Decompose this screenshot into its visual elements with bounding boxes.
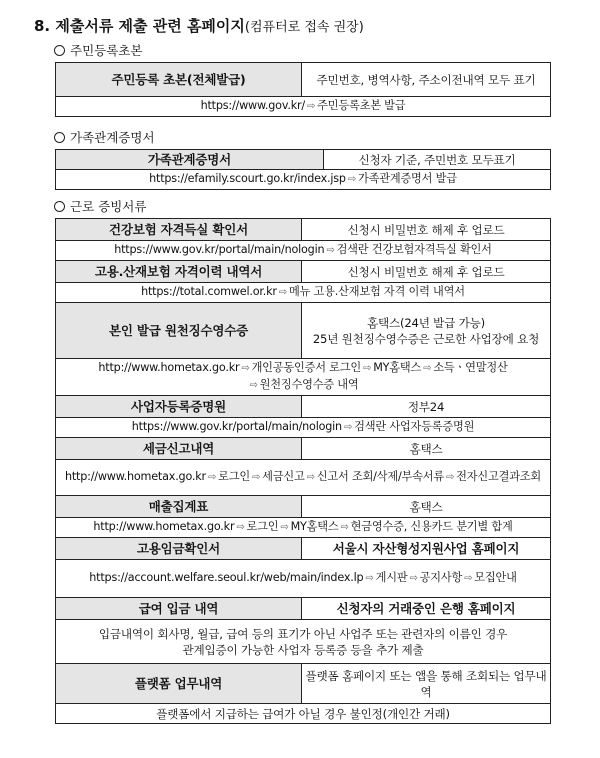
section-label: 주민등록초본 (70, 43, 143, 58)
table-row (56, 560, 551, 598)
arrow-right-icon: ⇨ (306, 101, 316, 112)
doc-header: 세금신고내역 (56, 438, 302, 460)
site-url-link[interactable]: https://total.comwel.or.kr (141, 285, 277, 298)
doc-note-line: 홈택스(24년 발급 가능) (367, 315, 485, 330)
table-row (56, 396, 551, 418)
site-url-link[interactable]: http://www.hometax.go.kr (93, 520, 235, 533)
doc-header: 가족관계증명서 (56, 150, 324, 170)
doc-header: 매출집계표 (56, 496, 302, 518)
family-relation-table (55, 149, 551, 190)
menu-path: 현금영수증, 신용카드 분기별 합계 (350, 520, 513, 533)
table-row (56, 219, 551, 241)
doc-header: 고용임금확인서 (56, 538, 302, 560)
doc-note: 정부24 (302, 396, 551, 418)
info-row (56, 620, 551, 664)
doc-note: 서울시 자산형성지원사업 홈페이지 (302, 538, 551, 560)
url-row (56, 170, 551, 190)
menu-path: 검색란 건강보험자격득실 확인서 (336, 243, 492, 256)
info-row: 플랫폼에서 지급하는 급여가 아닐 경우 불인정(개인간 거래) (56, 704, 551, 724)
doc-note: 홈택스 (302, 496, 551, 518)
arrow-right-icon: ⇨ (423, 363, 432, 374)
site-url-link[interactable]: http://www.hometax.go.kr (98, 361, 240, 374)
table-row (56, 664, 551, 704)
table-row (56, 598, 551, 620)
table-row (56, 261, 551, 283)
url-row (56, 518, 551, 538)
menu-path: 개인공동인증서 로그인 (251, 361, 362, 374)
resident-registration-table (55, 62, 551, 117)
doc-header: 건강보험 자격득실 확인서 (56, 219, 302, 241)
menu-path: 게시판 (375, 571, 408, 584)
section-resident-registration (54, 41, 142, 59)
page-title (34, 15, 364, 36)
menu-path: MY홈택스 (290, 520, 339, 533)
table-row (56, 460, 551, 496)
site-url-link[interactable]: https://www.gov.kr/ (200, 99, 305, 112)
doc-note (302, 303, 551, 359)
url-row (56, 460, 551, 496)
arrow-right-icon: ⇨ (326, 245, 335, 256)
url-row (56, 359, 551, 396)
url-row (56, 241, 551, 261)
doc-note-line: 25년 원천징수영수증은 근로한 사업장에 요청 (312, 331, 540, 346)
section-label: 가족관계증명서 (70, 130, 155, 145)
section-employment-proof (54, 197, 146, 215)
menu-path: 모집안내 (474, 571, 517, 584)
arrow-right-icon: ⇨ (306, 472, 315, 483)
arrow-right-icon: ⇨ (363, 363, 372, 374)
table-row (56, 170, 551, 190)
site-url-link[interactable]: https://www.gov.kr/portal/main/nologin (131, 420, 342, 433)
menu-path: 로그인 (246, 520, 279, 533)
menu-path: 검색란 사업자등록증명원 (354, 420, 475, 433)
table-row (56, 518, 551, 538)
doc-note: 신청시 비밀번호 해제 후 업로드 (302, 261, 551, 283)
info-text-line: 관계입증이 가능한 사업자 등록증 등을 추가 제출 (182, 642, 424, 657)
table-row (56, 303, 551, 359)
arrow-right-icon: ⇨ (340, 522, 349, 533)
arrow-right-icon: ⇨ (365, 573, 374, 584)
arrow-right-icon: ⇨ (445, 472, 455, 483)
section-label: 근로 증빙서류 (70, 199, 147, 214)
doc-header: 플랫폼 업무내역 (56, 664, 302, 704)
table-row (56, 438, 551, 460)
menu-path: 신고서 조회/삭제/부속서류 (316, 470, 444, 483)
menu-path: 메뉴 고용.산재보험 자격 이력 내역서 (288, 285, 465, 298)
table-row (56, 496, 551, 518)
menu-path: MY홈택스 (373, 361, 422, 374)
table-row (56, 359, 551, 396)
doc-note: 신청자 기준, 주민번호 모두표기 (324, 150, 551, 170)
doc-note: 주민번호, 병역사항, 주소이전내역 모두 표기 (302, 63, 551, 97)
url-row (56, 418, 551, 438)
menu-path: 원천징수영수증 내역 (259, 378, 359, 391)
doc-note: 신청자의 거래중인 은행 홈페이지 (302, 598, 551, 620)
site-url-link[interactable]: https://account.welfare.seoul.kr/web/main/index.lp (89, 571, 364, 584)
arrow-right-icon: ⇨ (409, 573, 418, 584)
circle-bullet-icon (54, 45, 65, 56)
table-row (56, 418, 551, 438)
menu-path: 가족관계증명서 발급 (358, 172, 457, 185)
doc-note: 홈택스 (302, 438, 551, 460)
arrow-right-icon: ⇨ (343, 422, 353, 433)
page-title-sub: (컴퓨터로 접속 권장) (244, 20, 364, 35)
page-title-main: 8. 제출서류 제출 관련 홈페이지 (34, 17, 245, 35)
arrow-right-icon: ⇨ (236, 522, 245, 533)
doc-header: 본인 발급 원천징수영수증 (56, 303, 302, 359)
circle-bullet-icon (54, 201, 65, 212)
table-row (56, 150, 551, 170)
arrow-right-icon: ⇨ (251, 472, 261, 483)
arrow-right-icon: ⇨ (249, 380, 258, 391)
url-row (56, 97, 551, 117)
doc-header: 주민등록 초본(전체발급) (56, 63, 302, 97)
table-row (56, 241, 551, 261)
table-row (56, 97, 551, 117)
table-row (56, 704, 551, 724)
site-url-link[interactable]: http://www.hometax.go.kr (64, 470, 206, 483)
menu-path: 소득ㆍ연말정산 (433, 361, 508, 374)
doc-note: 신청시 비밀번호 해제 후 업로드 (302, 219, 551, 241)
menu-path: 공지사항 (419, 571, 463, 584)
table-row (56, 283, 551, 303)
site-url-link[interactable]: https://www.gov.kr/portal/main/nologin (114, 243, 325, 256)
url-row (56, 560, 551, 598)
circle-bullet-icon (54, 132, 65, 143)
menu-path: 주민등록초본 발급 (317, 99, 406, 112)
doc-header: 사업자등록증명원 (56, 396, 302, 418)
arrow-right-icon: ⇨ (207, 472, 217, 483)
doc-note: 플랫폼 홈페이지 또는 앱을 통해 조회되는 업무내역 (302, 664, 551, 704)
table-row (56, 63, 551, 97)
arrow-right-icon: ⇨ (278, 287, 287, 298)
site-url-link[interactable]: https://efamily.scourt.go.kr/index.jsp (149, 172, 346, 185)
url-row (56, 283, 551, 303)
table-row (56, 538, 551, 560)
table-row (56, 620, 551, 664)
info-text-line: 입금내역이 회사명, 월급, 급여 등의 표기가 아닌 사업주 또는 관련자의 이름인 경우 (98, 626, 508, 641)
section-family-relation (54, 128, 155, 146)
arrow-right-icon: ⇨ (347, 174, 357, 185)
arrow-right-icon: ⇨ (241, 363, 250, 374)
menu-path: 세금신고 (262, 470, 305, 483)
arrow-right-icon: ⇨ (280, 522, 289, 533)
arrow-right-icon: ⇨ (464, 573, 473, 584)
menu-path: 로그인 (218, 470, 250, 483)
employment-proof-table (55, 218, 551, 724)
menu-path: 전자신고결과조회 (456, 470, 542, 483)
doc-header: 급여 입금 내역 (56, 598, 302, 620)
doc-header: 고용.산재보험 자격이력 내역서 (56, 261, 302, 283)
